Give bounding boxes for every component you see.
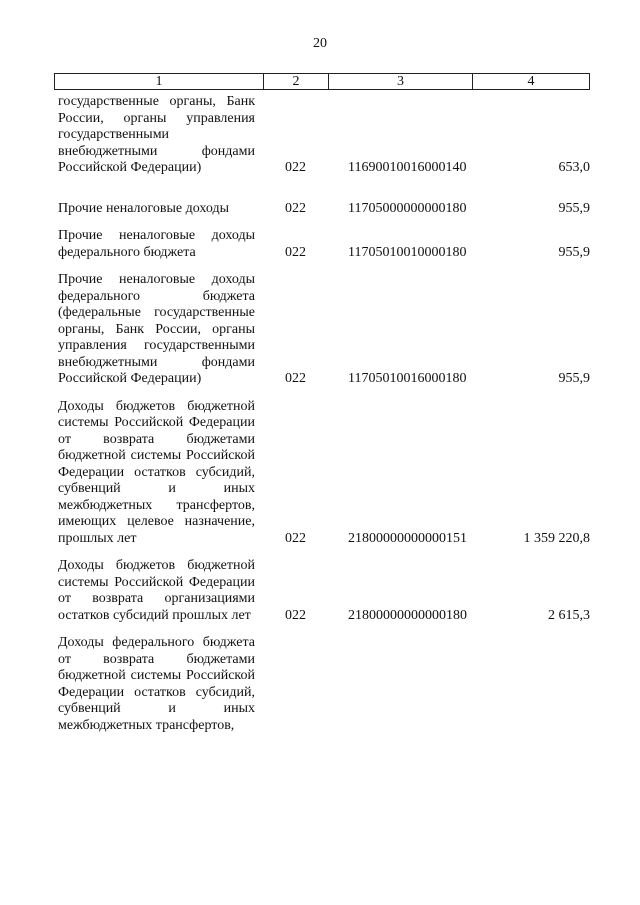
row-income-code: 21800000000000151	[348, 530, 467, 546]
row-amount: 955,9	[558, 244, 590, 260]
table-row	[54, 201, 590, 218]
row-admin-code: 022	[285, 371, 306, 386]
row-name: Доходы бюджетов бюджетной системы Российской Федерации от возврата организациями остатков субсидий прошлых лет	[58, 558, 255, 623]
row-admin-code: 022	[285, 530, 306, 546]
row-income-code: 11705010016000180	[348, 371, 467, 386]
row-income-code: 11705010010000180	[348, 244, 467, 260]
table-row	[54, 558, 590, 624]
table-header	[54, 73, 590, 90]
row-income-code: 11690010016000140	[348, 160, 467, 175]
header-col-3: 3	[329, 74, 473, 89]
row-amount: 1 359 220,8	[523, 530, 590, 546]
row-admin-code: 022	[285, 160, 306, 175]
row-amount: 2 615,3	[548, 607, 590, 623]
row-amount: 653,0	[558, 160, 590, 175]
row-admin-code: 022	[285, 607, 306, 623]
table-row	[54, 228, 590, 261]
row-name: Доходы бюджетов бюджетной системы Российской Федерации от возврата бюджетами бюджетной системы Российской Федерации остатков субсидий, субвенций и иных межбюджетных трансфертов, имеющих целевое назначение, прошлых лет	[58, 398, 255, 546]
table-body	[54, 94, 590, 734]
row-admin-code: 022	[285, 244, 306, 260]
header-col-1: 1	[55, 74, 264, 89]
table-row	[54, 399, 590, 548]
row-admin-code: 022	[285, 200, 306, 216]
header-col-2: 2	[264, 74, 329, 89]
row-amount: 955,9	[558, 200, 590, 216]
row-income-code: 21800000000000180	[348, 607, 467, 623]
row-name: Прочие неналоговые доходы федерального бюджета (федеральные государственные органы, Банк России, органы управления государственными внебюджетными фондами Российской Федерации)	[58, 272, 255, 386]
row-name: государственные органы, Банк России, органы управления государственными внебюджетными фондами Российской Федерации)	[58, 94, 255, 175]
row-name: Доходы федерального бюджета от возврата бюджетами бюджетной системы Российской Федерации остатков субсидий, субвенций и иных межбюджетных трансфертов,	[58, 635, 255, 733]
header-col-4: 4	[527, 74, 535, 89]
row-name: Прочие неналоговые доходы	[58, 200, 230, 216]
page-number: 20	[313, 36, 327, 51]
table-row	[54, 635, 590, 734]
row-income-code: 11705000000000180	[348, 200, 467, 216]
table-row	[54, 94, 590, 177]
row-name: Прочие неналоговые доходы федерального бюджета	[58, 228, 255, 260]
row-amount: 955,9	[558, 371, 590, 386]
table-row	[54, 272, 590, 388]
